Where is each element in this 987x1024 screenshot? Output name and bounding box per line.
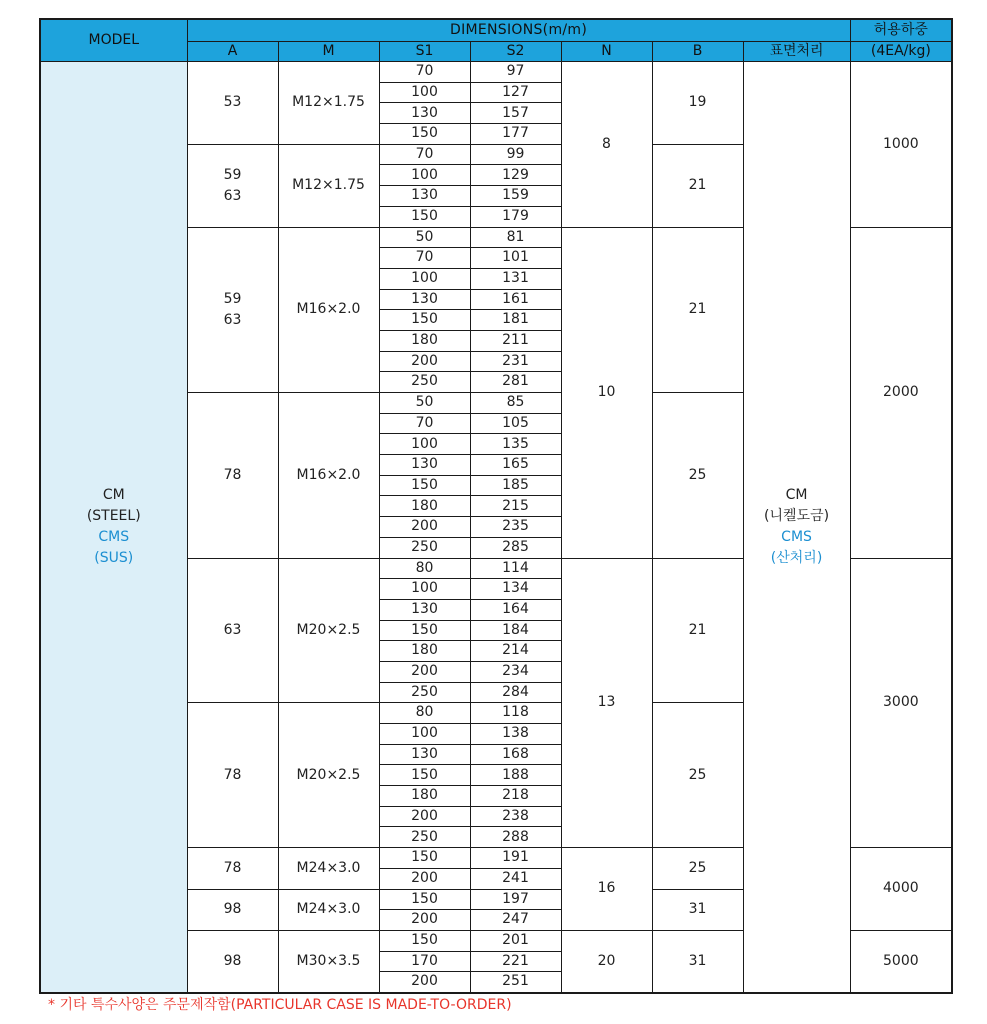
s1-cell: 150 [379, 765, 470, 786]
s2-cell: 165 [470, 455, 561, 476]
s1-cell: 100 [379, 165, 470, 186]
s1-cell: 150 [379, 930, 470, 951]
s1-cell: 200 [379, 806, 470, 827]
s1-cell: 100 [379, 434, 470, 455]
s2-cell: 97 [470, 62, 561, 83]
s1-cell: 80 [379, 558, 470, 579]
col-s1-header: S1 [379, 42, 470, 62]
s2-cell: 247 [470, 910, 561, 931]
s1-cell: 150 [379, 124, 470, 145]
s2-cell: 99 [470, 144, 561, 165]
s2-cell: 188 [470, 765, 561, 786]
col-s2-header: S2 [470, 42, 561, 62]
b-cell: 31 [652, 889, 743, 930]
s1-cell: 150 [379, 889, 470, 910]
load-cell: 5000 [850, 930, 952, 993]
s1-cell: 80 [379, 703, 470, 724]
a-value: 98 [223, 952, 242, 969]
s2-cell: 251 [470, 972, 561, 993]
n-cell: 10 [561, 227, 652, 558]
s2-cell: 288 [470, 827, 561, 848]
col-finish-header: 표면처리 [743, 42, 850, 62]
s1-cell: 250 [379, 372, 470, 393]
col-a-header: A [187, 42, 278, 62]
s1-cell: 150 [379, 848, 470, 869]
m-cell: M20×2.5 [278, 558, 379, 703]
s2-cell: 164 [470, 599, 561, 620]
s2-cell: 101 [470, 248, 561, 269]
s2-cell: 114 [470, 558, 561, 579]
s1-cell: 200 [379, 517, 470, 538]
n-cell: 20 [561, 930, 652, 993]
a-cell [187, 144, 278, 227]
b-cell: 21 [652, 227, 743, 393]
a-cell [187, 703, 278, 848]
load-unit-header: (4EA/kg) [850, 42, 952, 62]
a-value: 63 [223, 311, 242, 328]
s2-cell: 179 [470, 206, 561, 227]
s1-cell: 100 [379, 579, 470, 600]
s2-cell: 138 [470, 724, 561, 745]
col-n-header: N [561, 42, 652, 62]
s1-cell: 130 [379, 599, 470, 620]
s1-cell: 200 [379, 910, 470, 931]
b-cell: 21 [652, 144, 743, 227]
s2-cell: 234 [470, 661, 561, 682]
spec-table [39, 18, 953, 994]
s1-cell: 250 [379, 827, 470, 848]
a-value: 59 [223, 290, 242, 307]
s1-cell: 180 [379, 330, 470, 351]
s2-cell: 131 [470, 268, 561, 289]
s1-cell: 200 [379, 868, 470, 889]
s2-cell: 221 [470, 951, 561, 972]
n-cell: 16 [561, 848, 652, 931]
s1-cell: 70 [379, 248, 470, 269]
b-cell: 21 [652, 558, 743, 703]
a-value: 63 [223, 187, 242, 204]
order-note: * 기타 특수사양은 주문제작함(PARTICULAR CASE IS MADE-TO-ORDER) [48, 997, 512, 1013]
finish-treatment-alt: (산처리) [770, 549, 823, 566]
b-cell: 19 [652, 62, 743, 145]
m-cell: M30×3.5 [278, 930, 379, 993]
s1-cell: 100 [379, 82, 470, 103]
finish-treatment: (니켈도금) [764, 507, 830, 524]
col-m-header: M [278, 42, 379, 62]
col-b-header: B [652, 42, 743, 62]
s1-cell: 70 [379, 62, 470, 83]
s2-cell: 231 [470, 351, 561, 372]
s2-cell: 181 [470, 310, 561, 331]
a-value: 78 [223, 466, 242, 483]
s2-cell: 285 [470, 537, 561, 558]
b-cell: 25 [652, 393, 743, 559]
s1-cell: 130 [379, 455, 470, 476]
a-cell [187, 393, 278, 559]
s2-cell: 85 [470, 393, 561, 414]
s1-cell: 250 [379, 682, 470, 703]
s1-cell: 250 [379, 537, 470, 558]
a-cell [187, 848, 278, 889]
a-cell [187, 889, 278, 930]
a-value: 59 [223, 166, 242, 183]
s1-cell: 150 [379, 206, 470, 227]
s1-cell: 50 [379, 393, 470, 414]
s1-cell: 70 [379, 413, 470, 434]
m-cell: M24×3.0 [278, 889, 379, 930]
s1-cell: 150 [379, 620, 470, 641]
load-header: 허용하중 [850, 19, 952, 42]
a-value: 78 [223, 859, 242, 876]
m-cell: M20×2.5 [278, 703, 379, 848]
s2-cell: 159 [470, 186, 561, 207]
a-value: 53 [223, 94, 242, 111]
spec-body [40, 62, 952, 993]
s2-cell: 284 [470, 682, 561, 703]
s2-cell: 134 [470, 579, 561, 600]
s2-cell: 177 [470, 124, 561, 145]
s1-cell: 130 [379, 744, 470, 765]
s1-cell: 200 [379, 661, 470, 682]
m-cell: M12×1.75 [278, 62, 379, 145]
s1-cell: 180 [379, 786, 470, 807]
b-cell: 25 [652, 703, 743, 848]
load-cell: 3000 [850, 558, 952, 848]
n-cell: 8 [561, 62, 652, 228]
s1-cell: 70 [379, 144, 470, 165]
s2-cell: 127 [470, 82, 561, 103]
s2-cell: 241 [470, 868, 561, 889]
s2-cell: 211 [470, 330, 561, 351]
s1-cell: 200 [379, 972, 470, 993]
s2-cell: 214 [470, 641, 561, 662]
s1-cell: 150 [379, 310, 470, 331]
s2-cell: 168 [470, 744, 561, 765]
s1-cell: 150 [379, 475, 470, 496]
a-cell [187, 227, 278, 393]
s2-cell: 215 [470, 496, 561, 517]
m-cell: M16×2.0 [278, 227, 379, 393]
n-cell: 13 [561, 558, 652, 848]
model-material: (STEEL) [86, 507, 141, 524]
s2-cell: 157 [470, 103, 561, 124]
s2-cell: 185 [470, 475, 561, 496]
s1-cell: 200 [379, 351, 470, 372]
m-cell: M12×1.75 [278, 144, 379, 227]
dimensions-header: DIMENSIONS(m/m) [187, 19, 850, 42]
s2-cell: 281 [470, 372, 561, 393]
s1-cell: 130 [379, 103, 470, 124]
model-name: CM [102, 486, 125, 503]
s2-cell: 235 [470, 517, 561, 538]
s2-cell: 238 [470, 806, 561, 827]
a-value: 78 [223, 766, 242, 783]
s2-cell: 201 [470, 930, 561, 951]
s2-cell: 129 [470, 165, 561, 186]
model-header: MODEL [40, 19, 187, 62]
finish-name-alt: CMS [781, 528, 812, 545]
a-value: 98 [223, 901, 242, 918]
b-cell: 25 [652, 848, 743, 889]
b-cell: 31 [652, 930, 743, 993]
finish-cell [743, 62, 850, 993]
a-cell [187, 558, 278, 703]
a-value: 63 [223, 621, 242, 638]
s1-cell: 180 [379, 496, 470, 517]
a-cell [187, 930, 278, 993]
load-cell: 1000 [850, 62, 952, 228]
s2-cell: 161 [470, 289, 561, 310]
s1-cell: 100 [379, 724, 470, 745]
s2-cell: 81 [470, 227, 561, 248]
s1-cell: 180 [379, 641, 470, 662]
table-row [40, 62, 952, 83]
m-cell: M16×2.0 [278, 393, 379, 559]
load-cell: 2000 [850, 227, 952, 558]
s2-cell: 135 [470, 434, 561, 455]
s1-cell: 130 [379, 186, 470, 207]
s2-cell: 197 [470, 889, 561, 910]
s1-cell: 50 [379, 227, 470, 248]
a-cell [187, 62, 278, 145]
s2-cell: 191 [470, 848, 561, 869]
s1-cell: 100 [379, 268, 470, 289]
finish-name: CM [785, 486, 808, 503]
model-cell [40, 62, 187, 993]
model-material-alt: (SUS) [94, 549, 134, 566]
s2-cell: 118 [470, 703, 561, 724]
s2-cell: 105 [470, 413, 561, 434]
m-cell: M24×3.0 [278, 848, 379, 889]
load-cell: 4000 [850, 848, 952, 931]
model-name-alt: CMS [98, 528, 130, 545]
s1-cell: 170 [379, 951, 470, 972]
s1-cell: 130 [379, 289, 470, 310]
s2-cell: 218 [470, 786, 561, 807]
s2-cell: 184 [470, 620, 561, 641]
